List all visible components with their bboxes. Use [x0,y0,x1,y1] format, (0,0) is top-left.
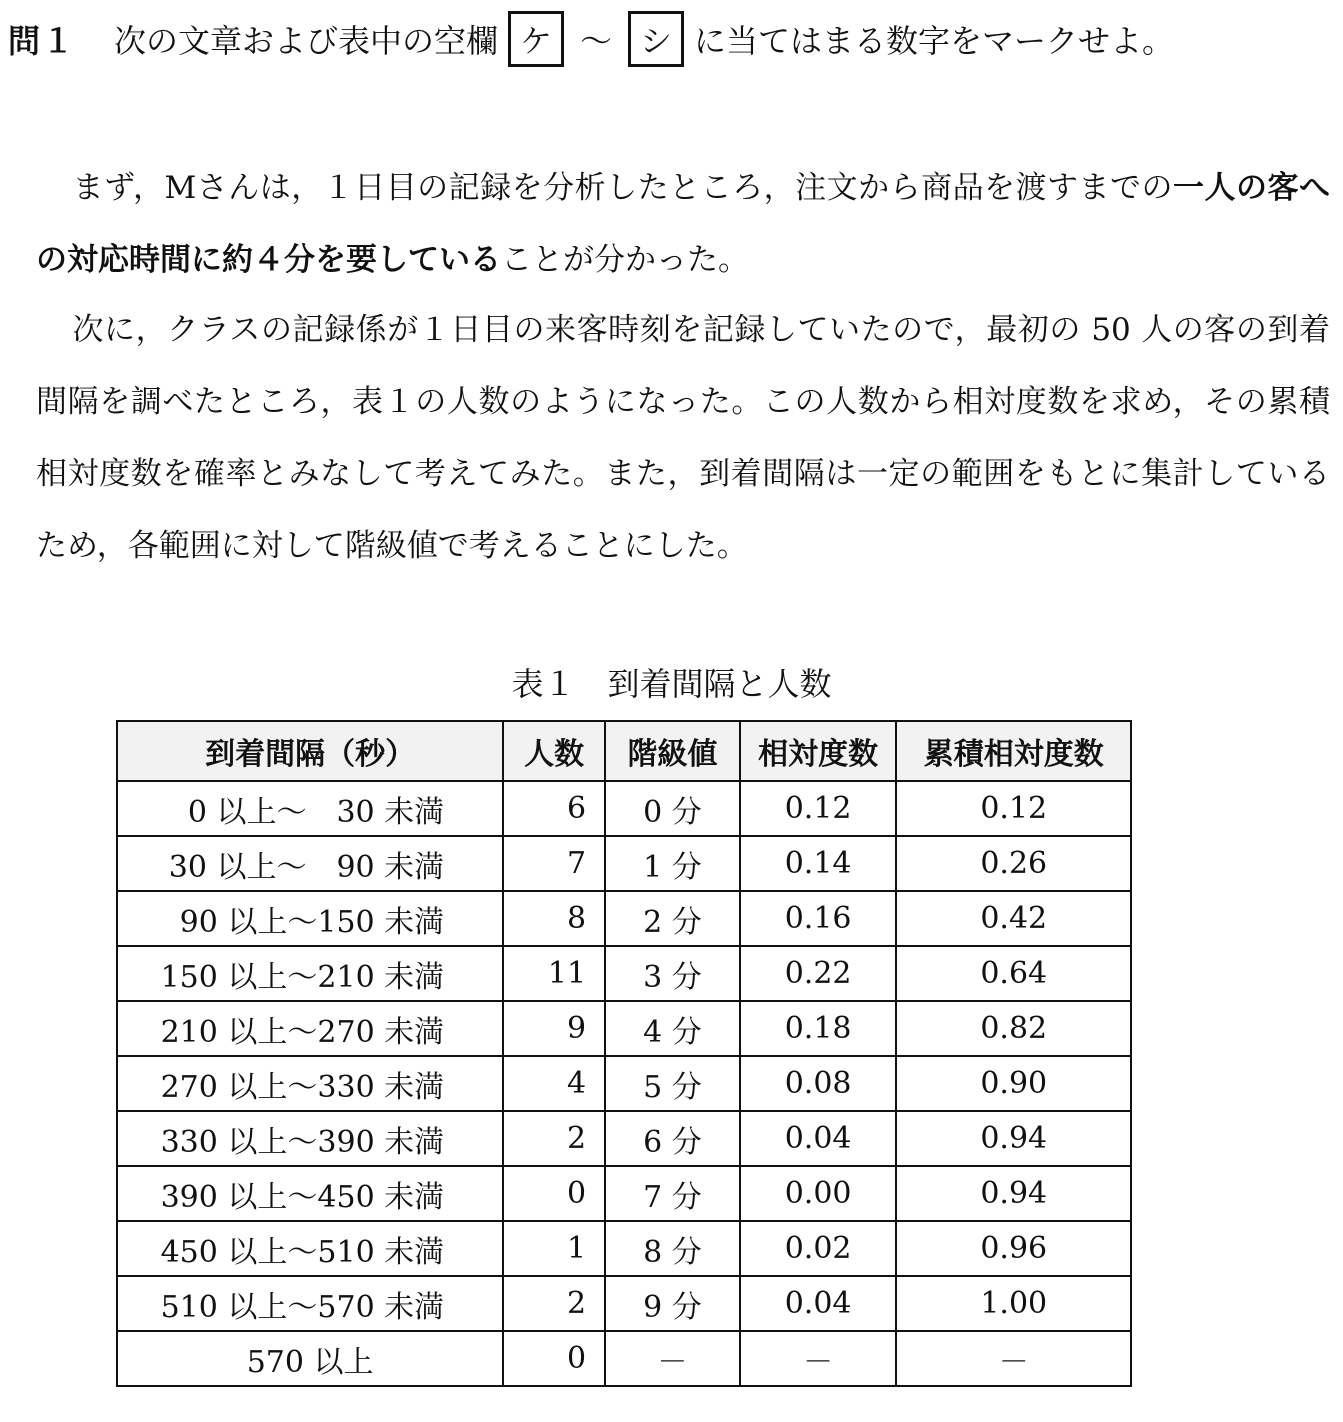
class-value-cell: 8 分 [605,1221,740,1276]
interval-cell: 270 以上～330 未満 [117,1056,503,1111]
relative-frequency-cell: 0.12 [740,781,897,836]
interval-cell: 30 以上～ 90 未満 [117,836,503,891]
count-cell: 0 [503,1331,605,1386]
paragraph-2-text: 次に，クラスの記録係が１日目の来客時刻を記録していたので，最初の 50 人の客の到着間隔を調べたところ，表１の人数のようになった。この人数から相対度数を求め，その累積相対度数を確率とみなして考えてみた。また，到着間隔は一定の範囲をもとに集計しているため，各範囲に対して階級値で考えることにした。 [36,312,1330,564]
table-row [117,1001,1131,1056]
relative-frequency-cell: 0.04 [740,1276,897,1331]
interval-cell: 90 以上～150 未満 [117,891,503,946]
paragraph-1-text: まず，Mさんは，１日目の記録を分析したところ，注文から商品を渡すまでの [72,170,1174,206]
blank-box-start: ケ [508,11,564,67]
count-cell: 0 [503,1166,605,1221]
table-row [117,836,1131,891]
question-number: 問１ [8,22,77,60]
cumulative-frequency-cell: 0.94 [896,1111,1131,1166]
question-header [8,8,1338,70]
class-value-cell: 0 分 [605,781,740,836]
range-tilde: ～ [580,22,613,60]
count-cell: 7 [503,836,605,891]
relative-frequency-cell: 0.14 [740,836,897,891]
table-row [117,1166,1131,1221]
interval-cell: 390 以上～450 未満 [117,1166,503,1221]
paragraph-1-end: ことが分かった。 [501,242,749,278]
table-row [117,781,1131,836]
interval-cell: 210 以上～270 未満 [117,1001,503,1056]
table-row [117,946,1131,1001]
table-caption: 表１ 到着間隔と人数 [511,665,832,703]
question-instruction-end: に当てはまる数字をマークせよ。 [694,22,1175,60]
relative-frequency-cell: 0.08 [740,1056,897,1111]
class-value-cell: － [605,1331,740,1386]
cumulative-frequency-cell: － [896,1331,1131,1386]
class-value-cell: 5 分 [605,1056,740,1111]
cumulative-frequency-cell: 0.90 [896,1056,1131,1111]
table-body [117,781,1131,1386]
count-cell: 2 [503,1111,605,1166]
cumulative-frequency-cell: 0.12 [896,781,1131,836]
paragraph-1-bold: 一人の客への対応時間に約４分を要している [36,170,1331,278]
interval-cell: 570 以上 [117,1331,503,1386]
interval-cell: 330 以上～390 未満 [117,1111,503,1166]
header-cumulative-frequency: 累積相対度数 [896,721,1131,781]
question-instruction-start: 次の文章および表中の空欄 [114,22,499,60]
class-value-cell: 7 分 [605,1166,740,1221]
class-value-cell: 9 分 [605,1276,740,1331]
count-cell: 9 [503,1001,605,1056]
class-value-cell: 1 分 [605,836,740,891]
cumulative-frequency-cell: 1.00 [896,1276,1131,1331]
count-cell: 8 [503,891,605,946]
interval-cell: 450 以上～510 未満 [117,1221,503,1276]
class-value-cell: 2 分 [605,891,740,946]
cumulative-frequency-cell: 0.82 [896,1001,1131,1056]
relative-frequency-cell: 0.00 [740,1166,897,1221]
relative-frequency-cell: 0.04 [740,1111,897,1166]
count-cell: 4 [503,1056,605,1111]
cumulative-frequency-cell: 0.64 [896,946,1131,1001]
cumulative-frequency-cell: 0.96 [896,1221,1131,1276]
header-interval: 到着間隔（秒） [117,721,503,781]
cumulative-frequency-cell: 0.26 [896,836,1131,891]
relative-frequency-cell: 0.18 [740,1001,897,1056]
header-relative-frequency: 相対度数 [740,721,897,781]
interval-cell: 510 以上～570 未満 [117,1276,503,1331]
relative-frequency-cell: － [740,1331,897,1386]
paragraph-1 [36,152,1330,296]
header-class-value: 階級値 [605,721,740,781]
table-row [117,1221,1131,1276]
table-row [117,891,1131,946]
relative-frequency-cell: 0.22 [740,946,897,1001]
table-row [117,1276,1131,1331]
cumulative-frequency-cell: 0.42 [896,891,1131,946]
header-count: 人数 [503,721,605,781]
count-cell: 1 [503,1221,605,1276]
table-header-row [117,721,1131,781]
class-value-cell: 4 分 [605,1001,740,1056]
paragraph-2 [36,294,1330,582]
count-cell: 6 [503,781,605,836]
arrival-interval-table [116,720,1132,1387]
relative-frequency-cell: 0.16 [740,891,897,946]
class-value-cell: 6 分 [605,1111,740,1166]
interval-cell: 0 以上～ 30 未満 [117,781,503,836]
table-row [117,1331,1131,1386]
table-row [117,1111,1131,1166]
cumulative-frequency-cell: 0.94 [896,1166,1131,1221]
count-cell: 11 [503,946,605,1001]
interval-cell: 150 以上～210 未満 [117,946,503,1001]
class-value-cell: 3 分 [605,946,740,1001]
relative-frequency-cell: 0.02 [740,1221,897,1276]
count-cell: 2 [503,1276,605,1331]
table-row [117,1056,1131,1111]
blank-box-end: シ [628,11,684,67]
